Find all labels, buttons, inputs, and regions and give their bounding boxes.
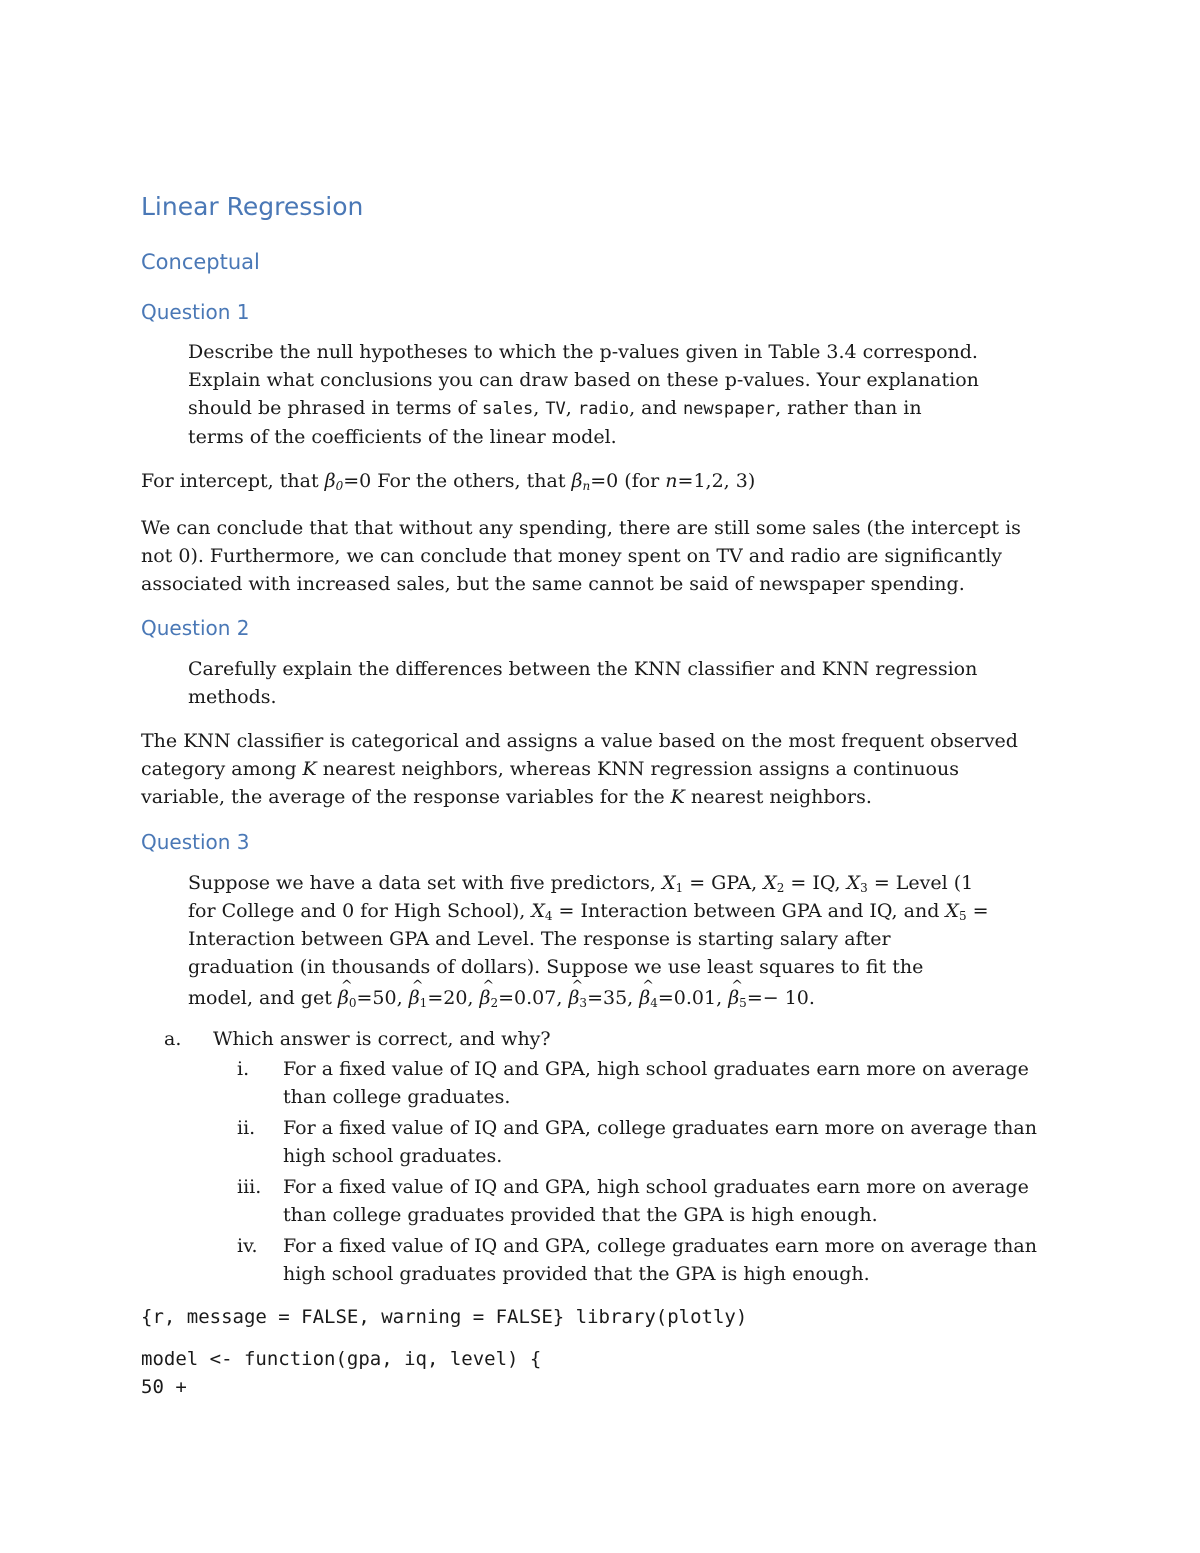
code-line: model <- function(gpa, iq, level) { (141, 1348, 542, 1370)
question-2-answer (141, 727, 1061, 811)
subscript: 4 (650, 996, 658, 1010)
text-line (188, 984, 1048, 1012)
beta-hat: ^ β (568, 984, 579, 1012)
option-number: iv. (237, 1235, 258, 1257)
text-line: Explain what conclusions you can draw based on these p-values. Your explanation (188, 369, 979, 391)
text-fragment: for College and 0 for High School), (188, 900, 532, 922)
question-2-prompt (188, 655, 1048, 711)
option-number: i. (237, 1058, 250, 1080)
text-fragment: =− 10. (746, 987, 815, 1009)
text-fragment: =0.07, (498, 987, 569, 1009)
text-fragment: variable, the average of the response variables for the (141, 786, 671, 808)
question-1-prompt (188, 338, 1048, 451)
subscript: 2 (776, 881, 785, 895)
subscript: 5 (739, 996, 747, 1010)
text-line: Carefully explain the differences between the KNN classifier and KNN regression (188, 658, 978, 680)
text-line (141, 755, 1061, 783)
text-line: For a fixed value of IQ and GPA, college graduates earn more on average than (283, 1117, 1037, 1139)
code-block (141, 1345, 541, 1401)
subscript: 1 (675, 881, 684, 895)
text-fragment: model, and get (188, 987, 338, 1009)
question-1-answer-conclusions (141, 514, 1061, 598)
text-line: not 0). Furthermore, we can conclude that money spent on TV and radio are significantly (141, 545, 1003, 567)
question-1-heading: Question 1 (141, 300, 250, 324)
subscript: 3 (860, 881, 868, 895)
subscript: 4 (544, 909, 553, 923)
question-3-heading: Question 3 (141, 830, 250, 854)
text-fragment: =20, (427, 987, 480, 1009)
text-fragment: , (533, 397, 546, 419)
text-line: high school graduates. (283, 1145, 503, 1167)
part-a (141, 1025, 1071, 1291)
option-text (283, 1173, 1029, 1229)
text-line (188, 897, 1048, 925)
text-line: methods. (188, 686, 277, 708)
var-x: X (945, 900, 959, 922)
text-fragment: nearest neighbors. (684, 786, 872, 808)
text-fragment: should be phrased in terms of (188, 397, 483, 419)
beta-hat: ^ β (409, 984, 420, 1012)
page-title: Linear Regression (141, 192, 364, 221)
text-line: For a fixed value of IQ and GPA, college graduates earn more on average than (283, 1235, 1037, 1257)
subscript: 0 (335, 479, 344, 493)
part-a-label: a. (164, 1028, 182, 1050)
text-line: For a fixed value of IQ and GPA, high school graduates earn more on average (283, 1058, 1029, 1080)
code-sales: sales (482, 399, 534, 419)
code-tv: TV (545, 399, 566, 419)
text-fragment: =1,2, 3) (677, 470, 756, 492)
text-fragment: =0 For the others, that (343, 470, 572, 492)
question-2-heading: Question 2 (141, 616, 250, 640)
question-1-answer-hypotheses (141, 467, 1061, 495)
text-fragment: = IQ, (784, 872, 847, 894)
text-line (141, 783, 1061, 811)
text-fragment: =35, (587, 987, 640, 1009)
text-fragment: , (565, 397, 578, 419)
math-k: K (302, 758, 317, 780)
code-chunk-header: {r, message = FALSE, warning = FALSE} library(plotly) (141, 1306, 748, 1328)
var-x: X (531, 900, 545, 922)
text-line: Interaction between GPA and Level. The response is starting salary after (188, 928, 891, 950)
text-line: associated with increased sales, but the same cannot be said of newspaper spending. (141, 573, 965, 595)
subscript: 3 (579, 996, 588, 1010)
option-number: ii. (237, 1117, 256, 1139)
option-item (141, 1173, 1071, 1232)
text-fragment: =50, (356, 987, 409, 1009)
subscript: n (582, 479, 591, 493)
text-fragment: =0.01, (657, 987, 729, 1009)
text-line: terms of the coefficients of the linear model. (188, 426, 617, 448)
text-fragment: For intercept, that (141, 470, 325, 492)
beta-hat: ^ β (728, 984, 739, 1012)
text-line: The KNN classifier is categorical and assigns a value based on the most frequent observed (141, 730, 1018, 752)
option-item (141, 1114, 1071, 1173)
part-a-text: Which answer is correct, and why? (213, 1028, 551, 1050)
code-line: 50 + (141, 1376, 187, 1398)
text-line (188, 869, 1048, 897)
text-fragment: category among (141, 758, 303, 780)
text-line: than college graduates. (283, 1086, 511, 1108)
option-number: iii. (237, 1176, 262, 1198)
option-text (283, 1055, 1029, 1111)
subscript: 0 (348, 996, 357, 1010)
subscript: 5 (958, 909, 967, 923)
beta-symbol: β (571, 470, 583, 492)
text-fragment: = Level (1 (867, 872, 974, 894)
text-fragment: = GPA, (683, 872, 764, 894)
option-text (283, 1232, 1037, 1288)
code-radio: radio (577, 399, 630, 419)
question-3-prompt (188, 869, 1048, 1012)
subscript: 1 (419, 996, 428, 1010)
text-line: For a fixed value of IQ and GPA, high school graduates earn more on average (283, 1176, 1029, 1198)
text-line: than college graduates provided that the GPA is high enough. (283, 1204, 878, 1226)
var-x: X (662, 872, 676, 894)
text-fragment: = (966, 900, 989, 922)
text-fragment: , rather than in (775, 397, 922, 419)
text-line (141, 467, 1061, 495)
text-line: high school graduates provided that the GPA is high enough. (283, 1263, 870, 1285)
var-x: X (846, 872, 861, 894)
subscript: 2 (490, 996, 499, 1010)
option-text (283, 1114, 1037, 1170)
text-line: We can conclude that that without any spending, there are still some sales (the intercept is (141, 517, 1021, 539)
text-fragment: Suppose we have a data set with five predictors, (188, 872, 663, 894)
part-a-item (141, 1025, 1071, 1055)
text-line: Describe the null hypotheses to which the p-values given in Table 3.4 correspond. (188, 341, 978, 363)
beta-symbol: β (324, 470, 336, 492)
text-fragment: =0 (for (590, 470, 666, 492)
section-heading: Conceptual (141, 250, 260, 274)
code-newspaper: newspaper (682, 399, 776, 419)
text-fragment: = Interaction between GPA and IQ, and (552, 900, 946, 922)
beta-hat: ^ β (338, 984, 349, 1012)
text-fragment: nearest neighbors, whereas KNN regression assigns a continuous (316, 758, 959, 780)
math-n: n (665, 470, 678, 492)
beta-hat: ^ β (480, 984, 491, 1012)
option-item (141, 1232, 1071, 1291)
beta-hat: ^ β (639, 984, 650, 1012)
text-fragment: , and (629, 397, 683, 419)
var-x: X (763, 872, 777, 894)
text-line (188, 394, 1048, 423)
option-item (141, 1055, 1071, 1114)
text-line: graduation (in thousands of dollars). Suppose we use least squares to fit the (188, 956, 924, 978)
math-k: K (670, 786, 685, 808)
